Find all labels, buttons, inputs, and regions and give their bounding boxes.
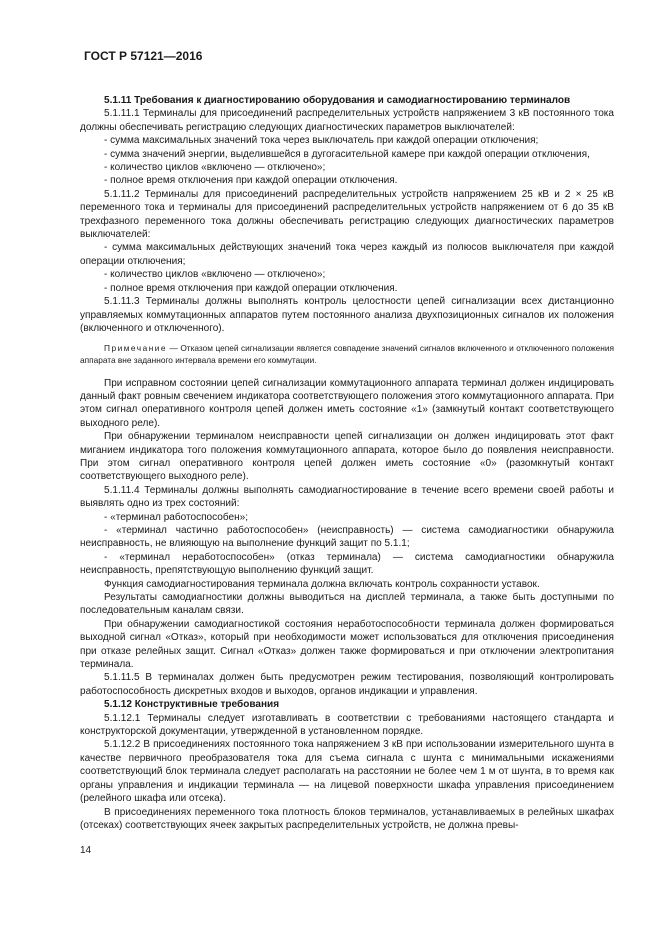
note-text: — Отказом цепей сигнализации является совпадение значений сигналов включенного и отключенного положения аппарата вне заданного интервала времени его коммутации. xyxy=(80,343,614,365)
section-heading-text: 5.1.12 Конструктивные требования xyxy=(104,699,280,711)
list-item: - количество циклов «включено — отключено»; xyxy=(104,162,326,174)
list-item: - полное время отключения при каждой операции отключения. xyxy=(104,175,398,187)
list-item: - «терминал работоспособен»; xyxy=(104,511,249,523)
list-item: - «терминал частично работоспособен» (неисправность) — система самодиагностики обнаружила неисправность, не влияющую на выполнение функций защит по 5.1.1; xyxy=(80,524,614,550)
body-paragraph: 5.1.11.3 Терминалы должны выполнять контроль целостности цепей сигнализации всех дистанционно управляемых коммутационных аппаратов путем постоянного анализа двухпозиционных сигналов их положения (включенного и отключенного). xyxy=(80,296,614,334)
list-item: - сумма максимальных значений тока через выключатель при каждой операции отключения; xyxy=(104,135,539,147)
body-paragraph: При обнаружении самодиагностикой состояния неработоспособности терминала должен формироваться выходной сигнал «Отказ», который при необходимости может использоваться для отключения присоединения при отказе релейных защит. Сигнал «Отказ» должен также формироваться и при отключении электропитания терминала. xyxy=(80,618,614,671)
body-paragraph: 5.1.12.1 Терминалы следует изготавливать в соответствии с требованиями настоящего стандарта и конструкторской документации, утвержденной в установленном порядке. xyxy=(80,712,614,738)
document-header: ГОСТ Р 57121—2016 xyxy=(84,49,203,63)
section-heading xyxy=(80,698,614,711)
body-paragraph: Результаты самодиагностики должны выводиться на дисплей терминала, а также быть доступными по последовательным каналам связи. xyxy=(80,592,614,617)
note-paragraph xyxy=(80,343,614,366)
body-paragraph: При исправном состоянии цепей сигнализации коммутационного аппарата терминал должен индицировать данный факт ровным свечением индикатора соответствующего положения этого коммутационного аппарата. При этом сигнал оперативного контроля цепей должен иметь состояние «1» (замкнутый контакт соответствующего выходного реле). xyxy=(80,377,614,429)
section-heading-text: 5.1.11 Требования к диагностированию оборудования и самодиагностированию терминалов xyxy=(104,95,571,106)
body-paragraph: В присоединениях переменного тока плотность блоков терминалов, устанавливаемых в релейных шкафах (отсеках) соответствующих ячеек закрытых распределительных устройств, не должна превы- xyxy=(80,806,614,831)
body-paragraph: При обнаружении терминалом неисправности цепей сигнализации он должен индицировать этот факт миганием индикатора того положения коммутационного аппарата, которое было до появления неисправности. При этом сигнал оперативного контроля цепей должен иметь состояние «0» (разомкнутый контакт соответствующего выходного реле). xyxy=(80,431,614,483)
body-paragraph: Функция самодиагностирования терминала должна включать контроль сохранности уставок. xyxy=(104,578,540,590)
list-item: - полное время отключения при каждой операции отключения. xyxy=(104,282,398,294)
document-body xyxy=(80,94,614,832)
section-heading xyxy=(80,94,614,107)
list-item: - «терминал неработоспособен» (отказ терминала) — система самодиагностики обнаружила неисправность, препятствующую выполнению функций защит. xyxy=(80,551,614,577)
body-paragraph: 5.1.11.2 Терминалы для присоединений распределительных устройств напряжением 25 кВ и 2 × 25 кВ переменного тока и терминалы для присоединений распределительных устройств напряжением от 6 до 35 кВ трехфазного переменного тока должны обеспечивать регистрацию следующих диагностических параметров выключателей: xyxy=(80,188,614,241)
body-paragraph: 5.1.11.1 Терминалы для присоединений распределительных устройств напряжением 3 кВ постоянного тока должны обеспечивать регистрацию следующих диагностических параметров выключателей: xyxy=(80,108,614,133)
list-item: - сумма значений энергии, выделившейся в дугогасительной камере при каждой операции отключения, xyxy=(104,148,590,160)
note-label: Примечание xyxy=(104,343,168,354)
body-paragraph: 5.1.11.5 В терминалах должен быть предусмотрен режим тестирования, позволяющий контролировать работоспособность дискретных входов и выходов, органов индикации и управления. xyxy=(80,672,614,697)
page-number: 14 xyxy=(80,845,92,856)
body-paragraph: 5.1.11.4 Терминалы должны выполнять самодиагностирование в течение всего времени своей работы и выявлять одно из трех состояний: xyxy=(80,484,614,510)
body-paragraph: 5.1.12.2 В присоединениях постоянного тока напряжением 3 кВ при использовании измерительного шунта в качестве первичного преобразователя тока для съема сигнала с шунта с минимальными искажениями соответствующий блок терминала следует располагать на расстоянии не более чем 1 м от шунта, в то время как органы управления и индикации терминала — на лицевой поверхности шкафа управления присоединением (релейного шкафа или отсека). xyxy=(80,739,614,805)
list-item: - количество циклов «включено — отключено»; xyxy=(104,269,326,281)
list-item: - сумма максимальных действующих значений тока через каждый из полюсов выключателя при каждой операции отключения; xyxy=(80,242,614,267)
